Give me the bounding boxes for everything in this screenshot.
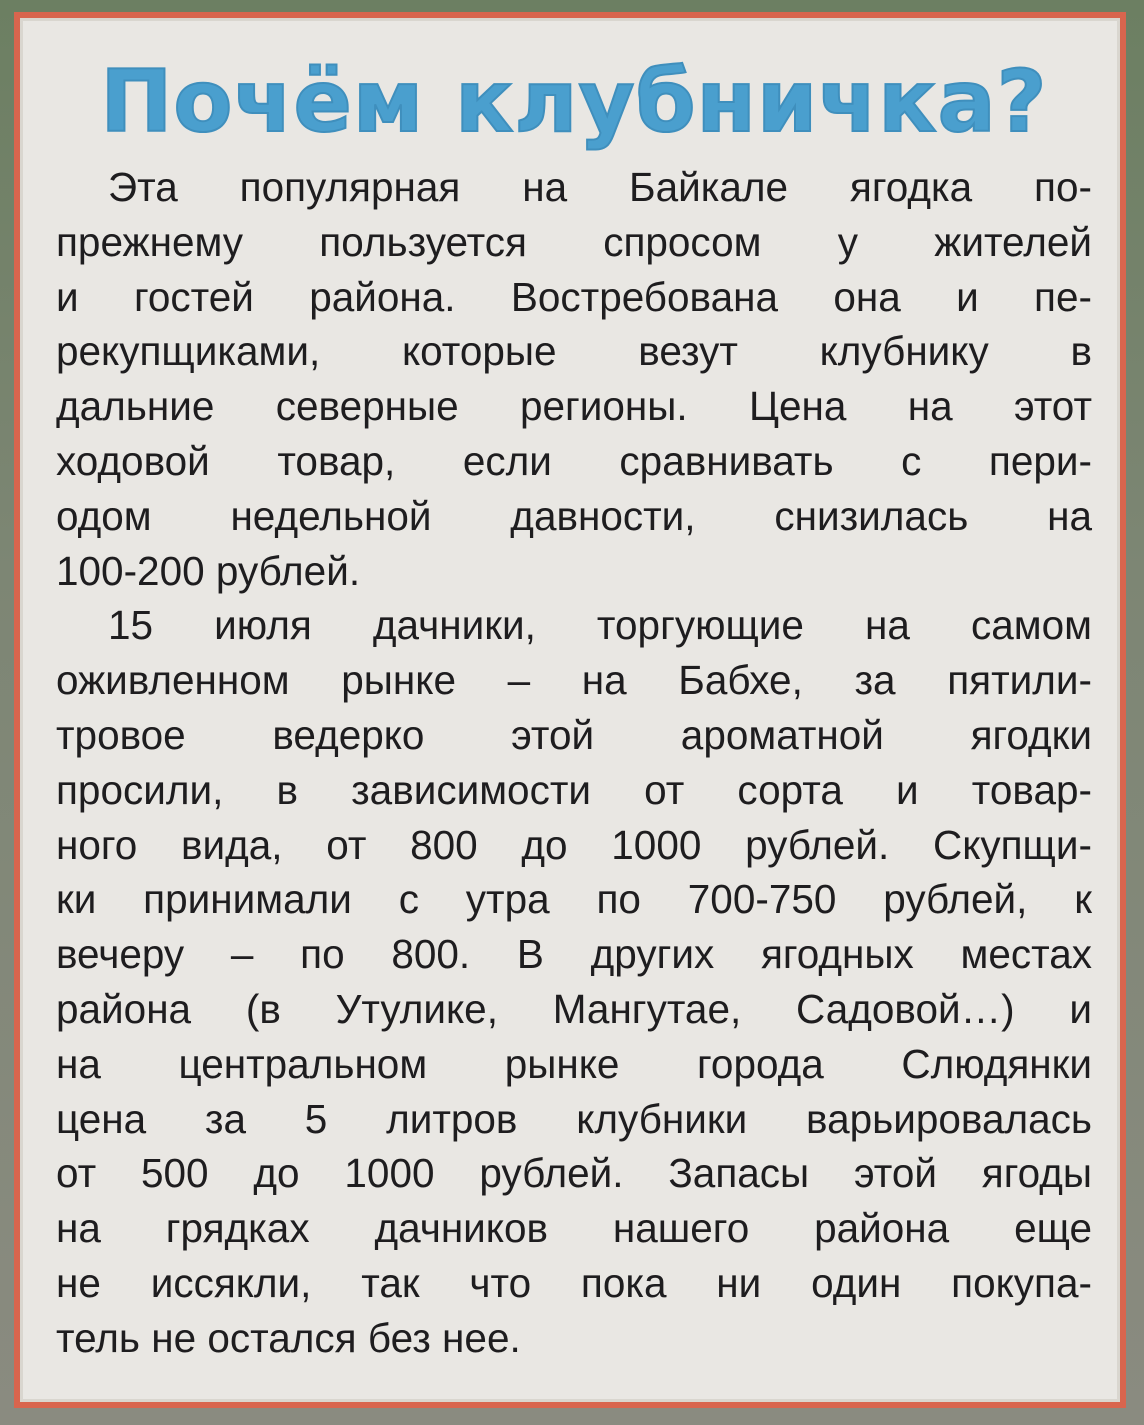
text-line: Эта популярная на Байкале ягодка по- [108, 164, 1092, 210]
text-line: 100-200 рублей. [56, 547, 361, 594]
text-line: вечеру – по 800. В других ягодных местах [56, 931, 1092, 978]
text-line: рекупщиками, которые везут клубнику в [56, 328, 1092, 375]
text-line: оживленном рынке – на Бабхе, за пятили- [56, 657, 1092, 704]
text-line: тровое ведерко этой ароматной ягодки [56, 711, 1092, 758]
headline: Почём клубничка? [100, 52, 1048, 152]
text-line: 15 июля дачники, торгующие на самом [108, 602, 1092, 649]
text-line: просили, в зависимости от сорта и товар- [56, 766, 1092, 813]
text-line: тель не остался без нее. [56, 1314, 521, 1361]
text-line: района (в Утулике, Мангутае, Садовой…) и [56, 985, 1092, 1032]
text-line: на грядках дачников нашего района еще [56, 1205, 1092, 1252]
text-line: дальние северные регионы. Цена на этот [56, 383, 1092, 430]
text-line: прежнему пользуется спросом у жителей [56, 218, 1092, 265]
text-line: одом недельной давности, снизилась на [56, 492, 1092, 539]
text-line: ходовой товар, если сравнивать с пери- [56, 437, 1092, 484]
paragraph-1 [56, 160, 1092, 598]
text-line: не иссякли, так что пока ни один покупа- [56, 1259, 1092, 1306]
clipping-content [56, 54, 1092, 1372]
text-line: ного вида, от 800 до 1000 рублей. Скупщи- [56, 821, 1092, 868]
newspaper-clipping [14, 12, 1126, 1408]
text-line: цена за 5 литров клубники варьировалась [56, 1095, 1092, 1142]
text-line: ки принимали с утра по 700-750 рублей, к [56, 876, 1092, 923]
text-line: на центральном рынке города Слюдянки [56, 1040, 1092, 1087]
text-line: от 500 до 1000 рублей. Запасы этой ягоды [56, 1150, 1092, 1197]
article-body [56, 160, 1092, 1366]
text-line: и гостей района. Востребована она и пе- [56, 273, 1092, 320]
paragraph-2 [56, 598, 1092, 1365]
